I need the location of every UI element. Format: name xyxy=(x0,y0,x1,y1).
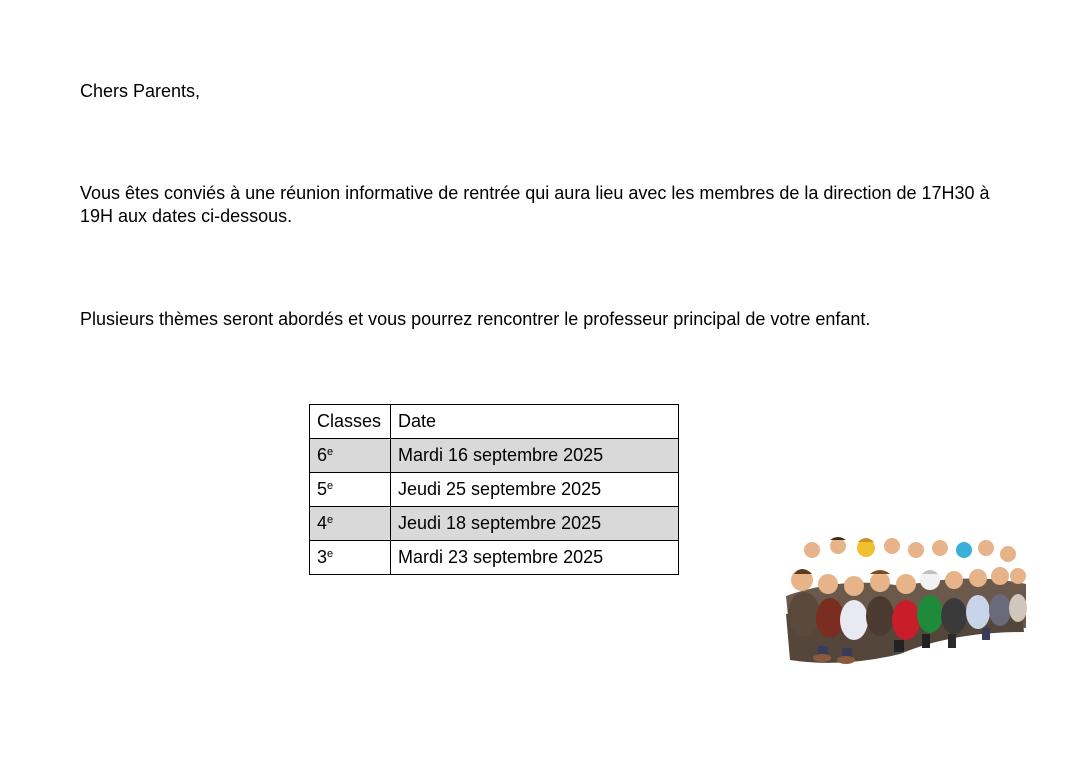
class-ordinal: e xyxy=(327,480,334,492)
topics-paragraph: Plusieurs thèmes seront abordés et vous pourrez rencontrer le professeur principal de votre enfant. xyxy=(80,309,871,329)
table-row xyxy=(310,439,679,473)
class-number: 3 xyxy=(317,547,328,567)
date-cell: Mardi 23 septembre 2025 xyxy=(391,541,679,575)
class-number: 5 xyxy=(317,479,328,499)
meeting-dates-table xyxy=(309,404,679,575)
date-cell: Jeudi 25 septembre 2025 xyxy=(391,473,679,507)
class-cell xyxy=(310,507,391,541)
greeting: Chers Parents, xyxy=(80,81,201,101)
header-classes: Classes xyxy=(310,405,391,439)
date-cell: Jeudi 18 septembre 2025 xyxy=(391,507,679,541)
class-ordinal: e xyxy=(327,514,334,526)
date-cell: Mardi 16 septembre 2025 xyxy=(391,439,679,473)
audience-clipart-icon xyxy=(782,536,1028,666)
class-ordinal: e xyxy=(327,446,334,458)
table-header-row xyxy=(310,405,679,439)
class-number: 4 xyxy=(317,513,328,533)
table-row xyxy=(310,507,679,541)
table-row xyxy=(310,473,679,507)
header-date: Date xyxy=(391,405,679,439)
invitation-paragraph: Vous êtes conviés à une réunion informative de rentrée qui aura lieu avec les membres de la direction de 17H30 à 19H aux dates ci-dessous. xyxy=(80,183,990,226)
class-number: 6 xyxy=(317,445,328,465)
class-cell xyxy=(310,541,391,575)
class-ordinal: e xyxy=(327,548,334,560)
class-cell xyxy=(310,473,391,507)
table-row xyxy=(310,541,679,575)
class-cell xyxy=(310,439,391,473)
